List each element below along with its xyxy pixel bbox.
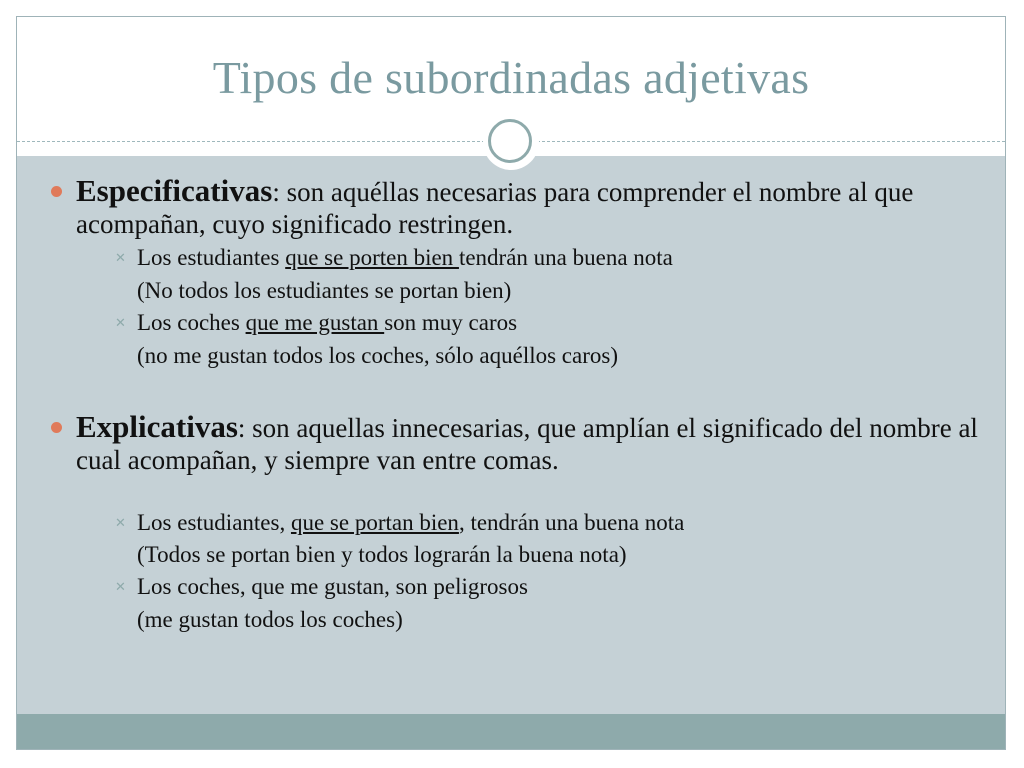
bullet-especificativas xyxy=(76,175,986,240)
example-text: Los coches xyxy=(137,310,246,335)
example-note: (me gustan todos los coches) xyxy=(137,607,403,632)
term-explicativas: Explicativas xyxy=(76,409,238,444)
example-text: tendrán una buena nota xyxy=(458,245,673,270)
example-item xyxy=(137,244,937,272)
x-bullet-icon: ✕ xyxy=(115,580,126,595)
bullet-explicativas xyxy=(76,411,986,476)
example-item xyxy=(137,573,937,601)
example-text: , tendrán una buena nota xyxy=(458,510,685,535)
example-note: (no me gustan todos los coches, sólo aquéllos caros) xyxy=(137,343,618,368)
example-text: son muy caros xyxy=(384,310,518,335)
slide-title: Tipos de subordinadas adjetivas xyxy=(212,52,810,103)
slide xyxy=(16,16,1006,750)
term-separator: : xyxy=(237,413,253,443)
x-bullet-icon: ✕ xyxy=(115,516,126,531)
x-bullet-icon: ✕ xyxy=(115,251,126,266)
bullet-icon xyxy=(51,422,62,433)
example-underlined: que me gustan xyxy=(245,310,385,335)
term-separator: : xyxy=(272,177,287,207)
example-text: Los estudiantes xyxy=(137,245,286,270)
example-note: (No todos los estudiantes se portan bien) xyxy=(137,278,512,303)
definition-text: son aquéllas necesarias para comprender el nombre al que acompañan, cuyo significado restringen. xyxy=(76,177,914,239)
example-note: (Todos se portan bien y todos lograrán la buena nota) xyxy=(137,542,627,567)
footer-bar xyxy=(17,714,1005,749)
example-text: Los estudiantes, xyxy=(137,510,291,535)
definition-text: son aquellas innecesarias, que amplían el significado del nombre al cual acompañan, y siempre van entre comas. xyxy=(76,413,978,475)
example-item xyxy=(137,309,937,337)
x-bullet-icon: ✕ xyxy=(115,316,126,331)
example-underlined: que se porten bien xyxy=(285,245,459,270)
example-text: Los coches, que me gustan, son peligrosos xyxy=(137,574,528,599)
ring-icon xyxy=(488,119,532,163)
example-underlined: que se portan bien xyxy=(290,510,459,535)
term-especificativas: Especificativas xyxy=(76,173,273,208)
bullet-icon xyxy=(51,186,62,197)
example-item xyxy=(137,509,937,537)
